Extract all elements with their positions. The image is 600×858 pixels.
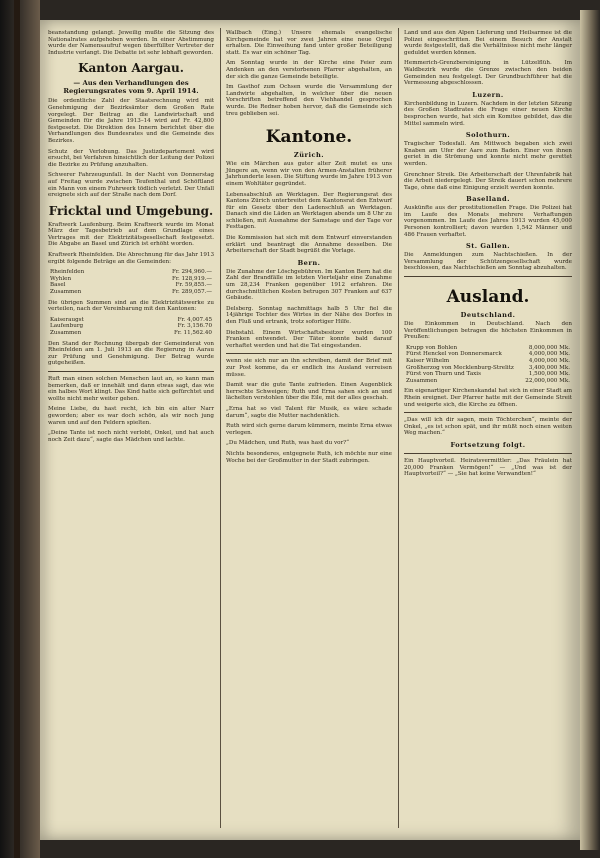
paragraph: Die übrigen Summen sind an die Elektrizitätswerke zu verteilen, nach der Vereinbarung mit den Kantonen: <box>48 299 214 313</box>
paragraph: Wie ein Märchen aus guter alter Zeit mutet es uns Jüngere an, wenn wir von den Armen-Anstalten früherer Jahrhunderte lesen. Die Stiftung wurde im Jahre 1913 von einem Wohltäter gegründet. <box>226 161 392 187</box>
paragraph: „Erna hat so viel Talent für Musik, es wäre schade darum“, sagte die Mutter nachdenklich. <box>226 405 392 419</box>
table-cell-value: 8,000,000 Mk. <box>528 344 570 351</box>
payments-table <box>48 269 214 295</box>
income-table <box>404 345 572 385</box>
paragraph: beanstandung gelangt. Jeweilig mußte die Sitzung des Nationalrates aufgehoben werden. In einer Abstimmung wurde der Namensaufruf wegen überfüllter Vertreter der Industrie verlangt. Die Debatte ist sehr lebhaft geworden. <box>48 30 214 56</box>
continuation-note: Fortsetzung folgt. <box>450 440 526 449</box>
table-cell-label: Wyhlen <box>50 275 72 282</box>
subheading-solothurn: Solothurn. <box>465 131 511 140</box>
paragraph: Die Einkommen in Deutschland. Nach den Veröffentlichungen betragen die höchsten Einkommen in Preußen: <box>404 321 572 341</box>
divider <box>226 353 392 354</box>
paragraph: Land und aus den Alpen Lieferung und Heilsarmee ist die Polizei eingeschritten. Bei einem Besuch der Anstalt wurde festgestellt, daß die Verhältnisse nicht mehr länger geduldet werden können. <box>404 30 572 56</box>
paragraph: Diebstahl. Einem Wirtschaftsbesitzer wurden 100 Franken entwendet. Der Täter konnte bald darauf verhaftet werden und hat die Tat eingestanden. <box>226 329 392 349</box>
paragraph: Wallbach (Eing.) Unsere ehemals evangelische Kirchgemeinde hat vor zwei Jahren eine neue Orgel erhalten. Die Einweihung fand unter großer Beteiligung statt. Es war ein schöner Tag. <box>226 30 392 56</box>
table-cell-label: Rheinfelden <box>50 269 85 276</box>
table-row <box>404 378 572 385</box>
subheading: — Aus den Verhandlungen des Regierungsrates vom 9. April 1914. <box>63 79 199 96</box>
subheading-luzern: Luzern. <box>472 90 504 99</box>
table-row <box>48 317 214 324</box>
table-cell-label: Zusammen <box>50 330 82 336</box>
paragraph: Den Stand der Rechnung übergab der Gemeinderat von Rheinfelden am 1. Juli 1913 an die Regierung in Aarau zur Prüfung und Genehmigung. Der Betrag wurde gutgeheißen. <box>48 340 214 367</box>
paragraph: Meine Liebe, du hast recht, ich bin ein alter Narr geworden; aber es war doch schön, als wir noch jung waren und auf den Feldern spielten. <box>48 406 214 426</box>
newspaper-page <box>40 20 580 840</box>
table-row <box>48 330 214 337</box>
table-cell-value: Fr. 294,960.— <box>172 269 212 276</box>
subheading-deutschland: Deutschland. <box>460 311 516 320</box>
section-heading-kantone: Kantone. <box>265 127 353 148</box>
divider <box>404 453 572 454</box>
table-cell-label: Kaiser Wilhelm <box>406 358 450 364</box>
paragraph: Ein eigenartiger Kirchenskandal hat sich in einer Stadt am Rhein ereignet. Der Pfarrer hatte mit der Gemeinde Streit und weigerte sich, die Kirche zu öffnen. <box>404 388 572 408</box>
paragraph: Am Sonntag wurde in der Kirche eine Feier zum Andenken an den verstorbenen Pfarrer abgehalten, an der sich die ganze Gemeinde beteiligte. <box>226 60 392 80</box>
table-cell-value: Fr. 59,855.— <box>175 282 212 289</box>
book-spine <box>0 0 40 858</box>
page-edge <box>580 10 600 850</box>
paragraph: Damit war die gute Tante zufrieden. Einen Augenblick herrschte Schweigen; Ruth und Erna sahen sich an und lächelten verstohlen über die Eile, mit der alles geschah. <box>226 382 392 402</box>
subheading-zuerich: Zürich. <box>293 151 325 160</box>
table-cell-value: 4,000,000 Mk. <box>528 351 570 358</box>
paragraph: Ruth wird sich gerne darum kümmern, meinte Erna etwas verlegen. <box>226 423 392 436</box>
subheading-baselland: Baselland. <box>466 195 510 204</box>
table-cell-label: Krupp von Bohlen <box>406 344 458 351</box>
paragraph: Delsberg. Sonntag nachmittags halb 5 Uhr fiel die 14jährige Tochter des Wirtes in der Nähe des Dorfes in den Fluß und ertrank, trotz sofortiger Hilfe. <box>226 305 392 325</box>
paragraph: Die Kommission hat sich mit dem Entwurf einverstanden erklärt und beantragt die Annahme desselben. Die Arbeiterschaft der Stadt begrüßt die Vorlage. <box>226 235 392 255</box>
paragraph: wenn sie sich nur an ihn schreiben, damit der Brief mit zur Post komme, da er endlich ins Ausland verreisen müsse. <box>226 358 392 378</box>
paragraph: Kraftwerk Laufenburg. Beim Kraftwerk wurde im Monat März der Tagesbetrieb auf dem Grundlage eines Vertrages mit der Elektrizitätsgesellschaft festgesetzt. Die Abgabe an Basel und Zürich ist erhöht worden. <box>48 221 214 248</box>
table-cell-value: 1,500,000 Mk. <box>528 371 570 378</box>
divider <box>48 371 214 372</box>
divider <box>404 412 572 413</box>
paragraph: Kraftwerk Rheinfelden. Die Abrechnung für das Jahr 1913 ergibt folgende Beträge an die Gemeinden: <box>48 252 214 265</box>
table-cell-label: Fürst Henckel von Donnersmarck <box>406 351 502 358</box>
table-cell-label: Zusammen <box>406 377 438 384</box>
paragraph: Nichts besonderes, entgegnete Ruth, ich möchte nur eine Woche bei der Großmutter in der Stadt zubringen. <box>226 450 392 464</box>
paragraph: Die ordentliche Zahl der Staatsrechnung wird mit Genehmigung der Bezirksämter dem Großen Rate vorgelegt. Der Beitrag an die Landwirtschaft und Gemeinden für die Jahre 1913–14 wird auf Fr. 42,800 festgesetzt. Die Direktion des Innern berichtet über die Verhandlungen des Bundesrates und die Gemeinde des Bezirkes. <box>48 98 214 144</box>
table-cell-value: Fr. 3,156.70 <box>177 323 212 330</box>
table-row <box>48 269 214 276</box>
table-cell-value: 4,000,000 Mk. <box>528 358 570 364</box>
table-row <box>48 289 214 296</box>
table-cell-value: Fr. 4,007.45 <box>177 316 212 323</box>
section-heading-aargau: Kanton Aargau. <box>78 61 184 76</box>
table-cell-value: Fr. 289,057.— <box>172 289 212 296</box>
column-2 <box>226 30 392 468</box>
paragraph: „Deine Tante ist noch nicht verlobt, Onkel, und hat auch noch Zeit dazu“, sagte das Mädchen und lachte. <box>48 430 214 443</box>
paragraph: Kirchenbildung in Luzern. Nachdem in der letzten Sitzung des Großen Stadtrates die Frage einer neuen Kirche besprochen wurde, hat sich ein Komitee gebildet, das die Mittel sammeln wird. <box>404 100 572 127</box>
paragraph: Auskünfte aus der prostitutionellen Frage. Die Polizei hat im Laufe des Monats mehrere Verhaftungen vorgenommen. Im Laufe des Jahres 1913 wurden 45,000 Personen kontrolliert; davon wurden 1,542 Männer und 486 Frauen verhaftet. <box>404 205 572 238</box>
paragraph: Die Anmeldungen zum Nachtschießen. In der Versammlung der Schützengesellschaft wurde beschlossen, das Nachtschießen am Sonntag abzuhalten. <box>404 252 572 272</box>
paragraph: Ein Hauptvorteil. Heiratsvermittler: „Das Fräulein hat 20,000 Franken Vermögen!“ — „Und was ist der Hauptvorteil?“ — „Sie hat keine Verwandten!“ <box>404 457 572 478</box>
paragraph: Die Zunahme der Löschgebühren. Im Kanton Bern hat die Zahl der Brandfälle im letzten Vierteljahr eine Zunahme um 28,234 Franken gegenüber 1912 erfahren. Die durchschnittlichen Kosten betrugen 307 Franken auf 637 Gebäude. <box>226 268 392 302</box>
spine-stripe <box>14 0 20 858</box>
paragraph: Tragischer Todesfall. Am Mittwoch begaben sich zwei Knaben am Ufer der Aare zum Baden. Einer von ihnen geriet in die Strömung und konnte nicht mehr gerettet werden. <box>404 141 572 167</box>
paragraph: Im Gasthof zum Ochsen wurde die Versammlung der Landwirte abgehalten, in welcher über die neuen Vorschriften betreffend den Viehhandel gesprochen wurde. Die Redner hoben hervor, daß die Gemeinde sich treu geblieben sei. <box>226 84 392 117</box>
table-row <box>404 345 572 352</box>
paragraph: Hemmerich-Grenzbereinigung in Lützelflüh. Im Waldbezirk wurde die Grenze zwischen den beiden Gemeinden neu festgelegt. Der Grundbuchführer hat die Vermessung abgeschlossen. <box>404 60 572 87</box>
paragraph: „Du Mädchen, und Ruth, was hast du vor?“ <box>226 440 350 447</box>
table-row <box>48 282 214 289</box>
table-cell-label: Zusammen <box>50 289 82 296</box>
subheading-stgallen: St. Gallen. <box>465 242 511 251</box>
table-row <box>404 351 572 358</box>
table-row <box>48 323 214 330</box>
table-row <box>404 371 572 378</box>
table-cell-label: Basel <box>50 282 66 289</box>
table-row <box>48 276 214 283</box>
paragraph: „Das will ich dir sagen, mein Töchterchen“, meinte der Onkel, „es ist schon spät, und ihr müßt noch einen weiten Weg machen.“ <box>404 417 572 437</box>
column-1 <box>48 30 214 447</box>
paragraph: Ruft man einen solchen Menschen laut an, so kann man bemerken, daß er innehält und dann etwas sagt, das wie ein halbes Wort klingt. Das Kind hatte sich gefürchtet und wollte nicht mehr weiter gehen. <box>48 375 214 402</box>
column-rule <box>220 28 221 828</box>
table-row <box>404 358 572 365</box>
column-rule <box>398 28 399 828</box>
paragraph: Lebensabschluß an Werktagen. Der Regierungsrat des Kantons Zürich unterbreitet dem Kantonsrat den Entwurf für ein Gesetz über den Ladenschluß an Werktagen. Danach sind die Läden an Werktagen abends um 8 Uhr zu schließen, mit Ausnahme der Samstage und der Tage vor Festtagen. <box>226 191 392 231</box>
table-cell-label: Kaiseraugst <box>50 316 84 323</box>
section-heading-fricktal: Fricktal und Umgebung. <box>48 203 214 218</box>
table-cell-label: Großherzog von Mecklenburg-Strelitz <box>406 364 514 371</box>
subheading-bern: Bern. <box>297 258 321 267</box>
paragraph: Grenchner Streik. Die Arbeiterschaft der Uhrenfabrik hat die Arbeit niedergelegt. Der Streik dauert schon mehrere Tage, ohne daß eine Einigung erzielt werden konnte. <box>404 171 572 191</box>
paragraph: Schutz der Verlobung. Das Justizdepartement wird ersucht, bei Verfahren hinsichtlich der Leitung der Polizei die Bezirke zu Prüfung anzuhalten. <box>48 148 214 168</box>
table-cell-value: Fr. 128,919.— <box>172 275 212 282</box>
table-cell-value: 3,400,000 Mk. <box>528 364 570 371</box>
payments-table-2 <box>48 317 214 337</box>
section-heading-ausland: Ausland. <box>446 287 530 308</box>
paragraph: Schwerer Fahrzeugunfall. In der Nacht von Donnerstag auf Freitag wurde zwischen Teufenthal und Schöftland ein Mann von einem Fuhrwerk tödlich verletzt. Der Unfall ereignete sich auf der Straße nach dem Dorf. <box>48 172 214 199</box>
column-3 <box>404 30 572 482</box>
table-cell-value: Fr. 11,562.40 <box>174 330 212 336</box>
divider <box>404 276 572 277</box>
table-cell-value: 22,000,000 Mk. <box>525 377 570 384</box>
table-cell-label: Fürst von Thurn und Taxis <box>406 371 481 378</box>
table-row <box>404 365 572 372</box>
table-cell-label: Laufenburg <box>50 323 84 330</box>
